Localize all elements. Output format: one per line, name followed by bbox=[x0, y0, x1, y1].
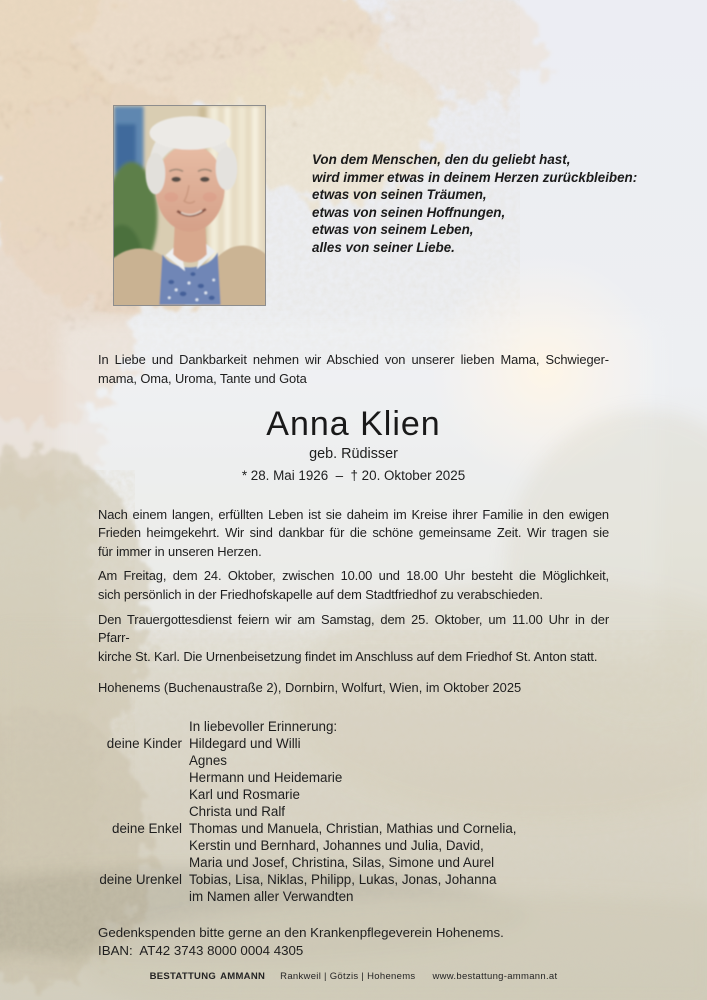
poem-line: alles von seiner Liebe. bbox=[312, 239, 455, 255]
remembrance-label: deine Kinder bbox=[106, 736, 182, 752]
remembrance-text: Agnes bbox=[189, 753, 227, 769]
remembrance-text: Thomas und Manuela, Christian, Mathias und Cornelia, bbox=[189, 821, 517, 837]
remembrance-row bbox=[98, 735, 609, 752]
life-dates: * 28. Mai 1926 – † 20. Oktober 2025 bbox=[241, 467, 466, 483]
remembrance-text: Hildegard und Willi bbox=[189, 736, 301, 752]
remembrance-row bbox=[98, 871, 609, 888]
announcement-paragraph bbox=[98, 567, 609, 604]
remembrance-label bbox=[98, 786, 182, 803]
remembrance-label bbox=[98, 803, 182, 820]
funeral-home-footer bbox=[0, 971, 707, 983]
intro-line: mama, Oma, Uroma, Tante und Gota bbox=[98, 371, 307, 387]
poem-line: etwas von seinem Leben, bbox=[312, 222, 474, 238]
footer-brand-name: AMMANN bbox=[220, 971, 266, 982]
remembrance-label: deine Urenkel bbox=[99, 872, 182, 888]
intro-line: In Liebe und Dankbarkeit nehmen wir Abschied von unserer lieben Mama, Schwieger- bbox=[98, 352, 609, 367]
announcement-paragraph bbox=[98, 611, 609, 667]
paragraph-line: Am Freitag, dem 24. Oktober, zwischen 10.00 und 18.00 Uhr besteht die Möglichkeit, bbox=[98, 568, 609, 584]
remembrance-text: Tobias, Lisa, Niklas, Philipp, Lukas, Jonas, Johanna bbox=[189, 872, 497, 888]
remembrance-row bbox=[98, 786, 609, 803]
poem-line: wird immer etwas in deinem Herzen zurückbleiben: bbox=[312, 169, 638, 185]
remembrance-list bbox=[98, 718, 609, 905]
remembrance-row bbox=[98, 803, 609, 820]
remembrance-label bbox=[98, 752, 182, 769]
remembrance-text: Maria und Josef, Christina, Silas, Simone und Aurel bbox=[189, 855, 495, 871]
paragraph-line: für immer in unseren Herzen. bbox=[98, 543, 262, 559]
remembrance-text: Kerstin und Bernhard, Johannes und Julia, David, bbox=[189, 838, 484, 854]
footer-locations: Rankweil | Götzis | Hohenems bbox=[280, 971, 416, 982]
paragraph-line: Nach einem langen, erfüllten Leben ist sie daheim im Kreise ihrer Familie in den ewigen bbox=[98, 506, 609, 522]
remembrance-row bbox=[98, 820, 609, 837]
donation-line: Gedenkspenden bitte gerne an den Krankenpflegeverein Hohenems. bbox=[98, 925, 504, 941]
remembrance-label: deine Enkel bbox=[112, 821, 182, 837]
remembrance-label bbox=[98, 837, 182, 854]
intro-paragraph bbox=[98, 350, 609, 389]
donation-note bbox=[98, 924, 609, 959]
remembrance-text: im Namen aller Verwandten bbox=[189, 889, 354, 905]
remembrance-label bbox=[98, 888, 182, 905]
remembrance-row bbox=[98, 837, 609, 854]
paragraph-line: Den Trauergottesdienst feiern wir am Samstag, dem 25. Oktober, um 11.00 Uhr in der Pfarr- bbox=[98, 611, 609, 646]
poem-line: etwas von seinen Träumen, bbox=[312, 187, 487, 203]
remembrance-text: Christa und Ralf bbox=[189, 804, 286, 820]
remembrance-text: In liebevoller Erinnerung: bbox=[189, 719, 338, 735]
paragraph-line: kirche St. Karl. Die Urnenbeisetzung findet im Anschluss auf dem Friedhof St. Anton statt. bbox=[98, 648, 598, 664]
remembrance-text: Karl und Rosmarie bbox=[189, 787, 300, 803]
remembrance-label bbox=[98, 718, 182, 735]
announcement-paragraphs bbox=[98, 506, 609, 667]
remembrance-row bbox=[98, 752, 609, 769]
remembrance-label bbox=[98, 769, 182, 786]
remembrance-row bbox=[98, 718, 609, 735]
places-line: Hohenems (Buchenaustraße 2), Dornbirn, Wolfurt, Wien, im Oktober 2025 bbox=[98, 680, 522, 696]
iban-line: IBAN: AT42 3743 8000 0004 4305 bbox=[98, 942, 304, 958]
paragraph-line: Frieden heimgekehrt. Wir sind dankbar für die schöne gemeinsame Zeit. Wir tragen sie bbox=[98, 525, 609, 541]
footer-brand-prefix: BESTATTUNG bbox=[149, 971, 217, 982]
paragraph-line: sich persönlich in der Friedhofskapelle auf dem Stadtfriedhof zu verabschieden. bbox=[98, 586, 543, 602]
remembrance-text: Hermann und Heidemarie bbox=[189, 770, 343, 786]
deceased-name: Anna Klien bbox=[266, 404, 441, 443]
footer-website: www.bestattung-ammann.at bbox=[432, 971, 558, 982]
announcement-paragraph bbox=[98, 506, 609, 562]
remembrance-row bbox=[98, 769, 609, 786]
announcement-content bbox=[98, 350, 609, 960]
birth-name: geb. Rüdisser bbox=[309, 445, 398, 462]
remembrance-row bbox=[98, 888, 609, 905]
remembrance-row bbox=[98, 854, 609, 871]
remembrance-label bbox=[98, 854, 182, 871]
poem-line: Von dem Menschen, den du geliebt hast, bbox=[312, 152, 571, 167]
memorial-poem bbox=[312, 151, 637, 257]
poem-line: etwas von seinen Hoffnungen, bbox=[312, 204, 506, 220]
portrait-photo bbox=[113, 105, 266, 306]
portrait-illustration bbox=[114, 106, 265, 305]
